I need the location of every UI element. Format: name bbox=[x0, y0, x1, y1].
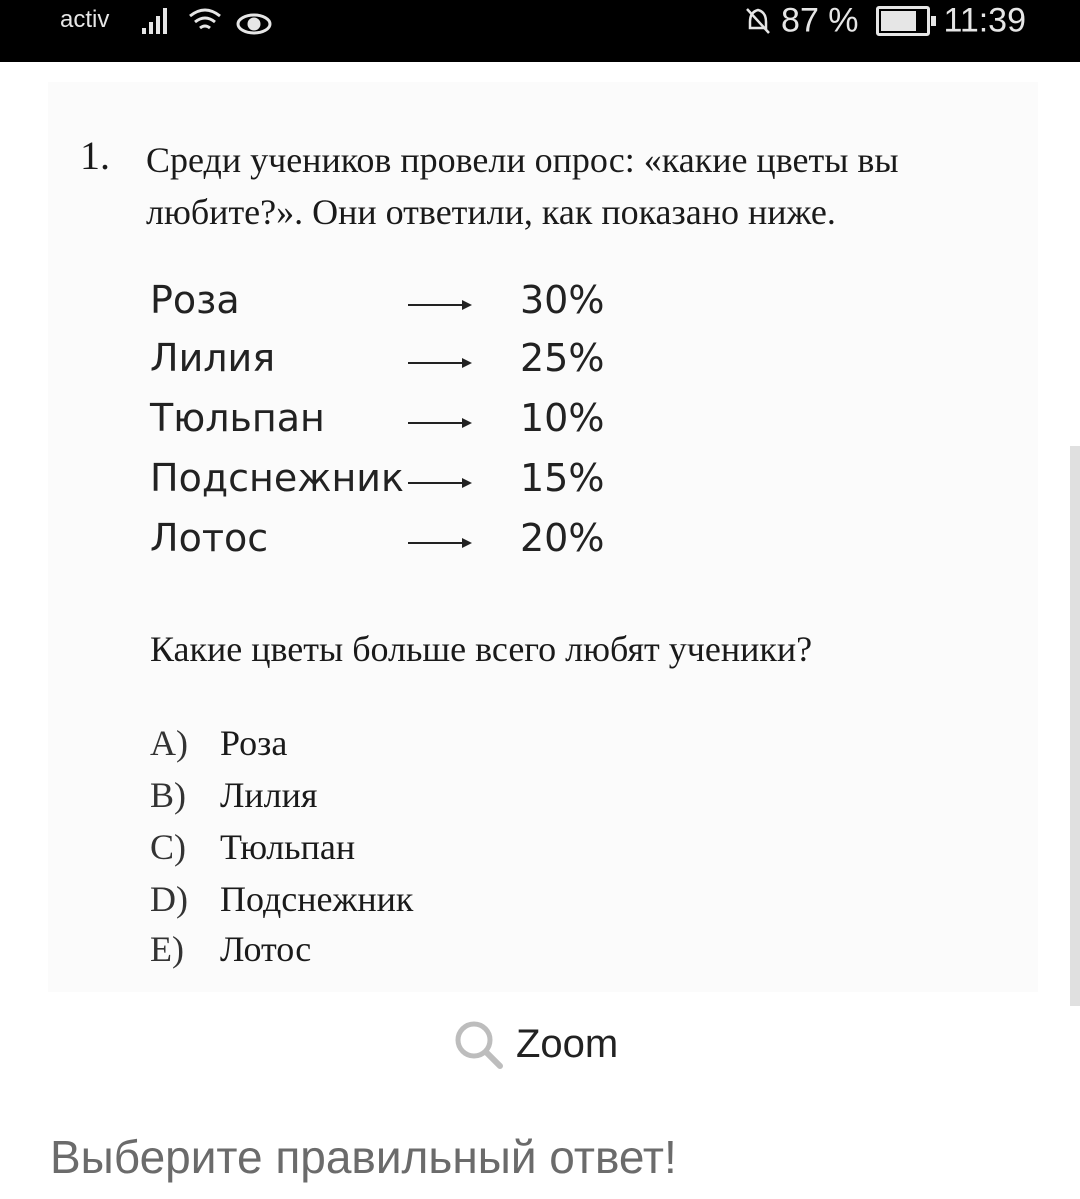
flower-name: Подснежник bbox=[150, 456, 404, 500]
option-letter: D) bbox=[150, 879, 188, 919]
arrow-icon bbox=[408, 304, 470, 306]
flower-name: Тюльпан bbox=[150, 396, 325, 440]
signal-icon bbox=[142, 8, 167, 34]
battery-percent: 87 % bbox=[781, 1, 859, 40]
question-image bbox=[48, 82, 1038, 992]
scrollbar[interactable] bbox=[1070, 446, 1080, 1006]
flower-percent: 10% bbox=[520, 396, 605, 440]
flower-percent: 20% bbox=[520, 516, 605, 560]
question-prompt: Какие цветы больше всего любят ученики? bbox=[150, 629, 813, 669]
flower-percent: 25% bbox=[520, 336, 605, 380]
status-right bbox=[744, 0, 1026, 40]
option-label: Лилия bbox=[220, 775, 318, 815]
instruction-text: Выберите правильный ответ! bbox=[50, 1131, 677, 1183]
option-label: Лотос bbox=[220, 929, 312, 969]
option-letter: C) bbox=[150, 827, 186, 867]
option-letter: B) bbox=[150, 775, 186, 815]
zoom-button[interactable] bbox=[452, 1018, 619, 1074]
status-bar bbox=[0, 0, 1080, 62]
flower-name: Лотос bbox=[150, 516, 269, 560]
arrow-icon bbox=[408, 362, 470, 364]
search-icon bbox=[452, 1018, 506, 1072]
option-label: Подснежник bbox=[220, 879, 414, 919]
flower-percent: 30% bbox=[520, 278, 605, 322]
carrier-name: activ bbox=[60, 6, 110, 33]
eye-icon bbox=[238, 15, 270, 33]
arrow-icon bbox=[408, 422, 470, 424]
flower-percent: 15% bbox=[520, 456, 605, 500]
bell-off-icon bbox=[744, 6, 772, 36]
option-letter: E) bbox=[150, 929, 184, 969]
battery-icon bbox=[876, 6, 930, 36]
option-letter: A) bbox=[150, 723, 188, 763]
question-number: 1. bbox=[80, 133, 110, 178]
arrow-icon bbox=[408, 482, 470, 484]
wifi-icon bbox=[190, 10, 220, 28]
clock: 11:39 bbox=[943, 1, 1026, 40]
flower-name: Лилия bbox=[150, 336, 276, 380]
option-label: Роза bbox=[220, 723, 288, 763]
flower-name: Роза bbox=[150, 278, 240, 322]
signal-wifi-eye-icons bbox=[140, 4, 280, 40]
question-text: Среди учеников провели опрос: «какие цветы вы любите?». Они ответили, как показано ниже. bbox=[146, 140, 899, 232]
zoom-label: Zoom bbox=[516, 1022, 619, 1066]
option-label: Тюльпан bbox=[220, 827, 356, 867]
arrow-icon bbox=[408, 542, 470, 544]
